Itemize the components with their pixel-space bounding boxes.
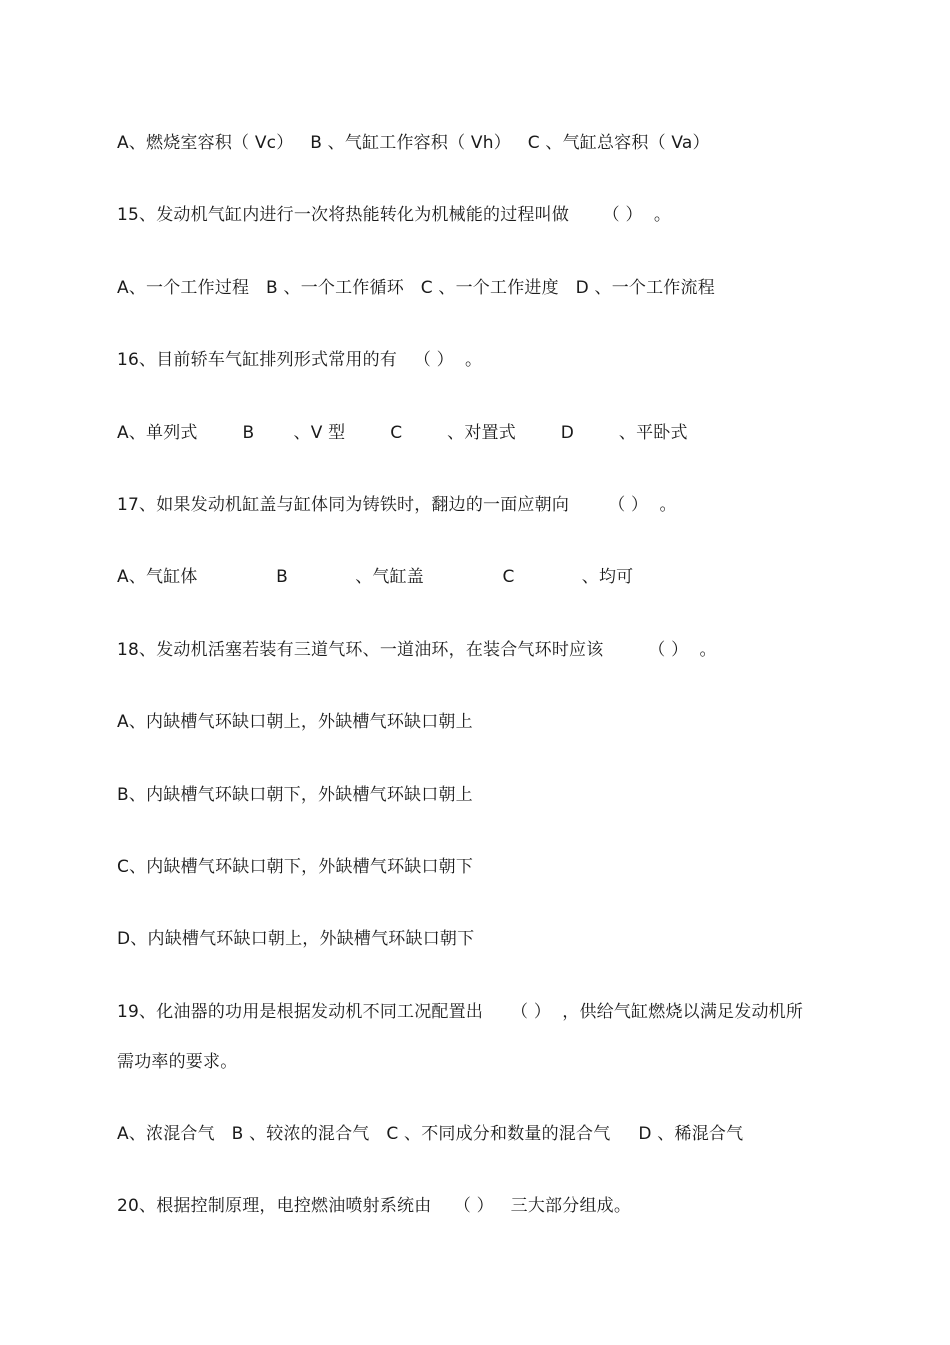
q19-question: 19、化油器的功用是根据发动机不同工况配置出 （ ） ，供给气缸燃烧以满足发动机所 xyxy=(117,1002,804,1022)
q17-options: A、气缸体 B 、气缸盖 C 、均可 xyxy=(117,567,634,587)
q18-option-d: D、内缺槽气环缺口朝上，外缺槽气环缺口朝下 xyxy=(117,929,475,949)
q15-question: 15、发动机气缸内进行一次将热能转化为机械能的过程叫做 （ ） 。 xyxy=(117,205,672,225)
q16-options: A、单列式 B 、V 型 C 、对置式 D 、平卧式 xyxy=(117,423,688,443)
q14-options: A、燃烧室容积（ Vc） B 、气缸工作容积（ Vh） C 、气缸总容积（ Va） xyxy=(117,133,710,153)
q18-option-a: A、内缺槽气环缺口朝上，外缺槽气环缺口朝上 xyxy=(117,712,473,732)
q19-question-continued: 需功率的要求。 xyxy=(117,1052,238,1072)
q19-options: A、浓混合气 B 、较浓的混合气 C 、不同成分和数量的混合气 D 、稀混合气 xyxy=(117,1124,744,1144)
q20-question: 20、根据控制原理，电控燃油喷射系统由 （ ） 三大部分组成。 xyxy=(117,1196,632,1216)
q17-question: 17、如果发动机缸盖与缸体同为铸铁时，翻边的一面应朝向 （ ） 。 xyxy=(117,495,677,515)
q18-option-b: B、内缺槽气环缺口朝下，外缺槽气环缺口朝上 xyxy=(117,785,473,805)
q18-option-c: C、内缺槽气环缺口朝下，外缺槽气环缺口朝下 xyxy=(117,857,474,877)
q18-question: 18、发动机活塞若装有三道气环、一道油环，在装合气环时应该 （ ） 。 xyxy=(117,640,717,660)
q16-question: 16、目前轿车气缸排列形式常用的有 （ ） 。 xyxy=(117,350,483,370)
q15-options: A、一个工作过程 B 、一个工作循环 C 、一个工作进度 D 、一个工作流程 xyxy=(117,278,715,298)
